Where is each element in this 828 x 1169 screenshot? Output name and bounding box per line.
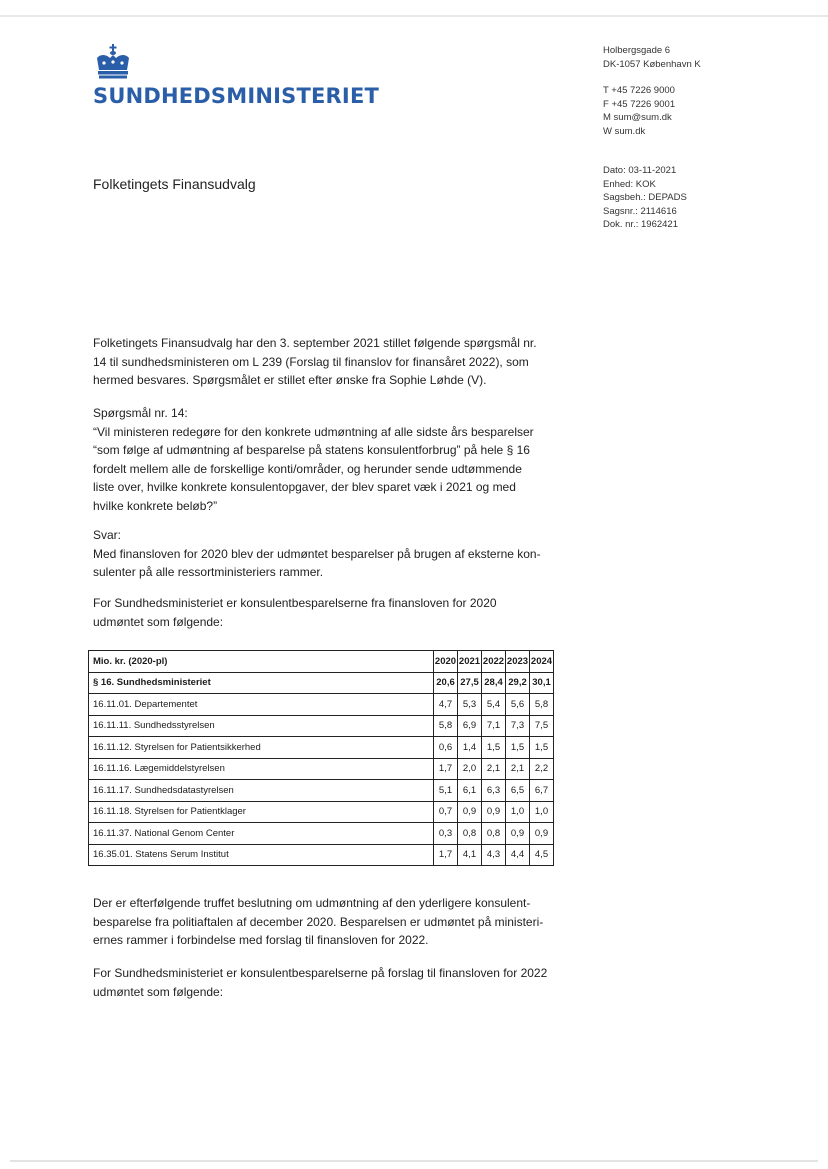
cell-value: 1,0 [506, 801, 530, 823]
cell-value: 20,6 [434, 672, 458, 694]
cell-value: 6,7 [530, 780, 554, 802]
text-line: “som følge af udmøntning af besparelse på statens konsulentforbrug” på hele § 16 [93, 443, 530, 457]
address-line: Holbergsgade 6 [603, 45, 671, 56]
text-line: udmøntet som følgende: [93, 614, 224, 629]
cell-value: 1,5 [530, 737, 554, 759]
text-line: fordelt mellem alle de forskellige konti/områder, og herunder sende udtømmende [93, 461, 522, 476]
meta-unit: Enhed: KOK [603, 178, 656, 190]
crown-icon [94, 44, 132, 80]
cell-value: 6,9 [458, 715, 482, 737]
cell-value: 1,7 [434, 758, 458, 780]
table-row [89, 758, 554, 780]
table-header-row [89, 651, 554, 673]
table-row [89, 823, 554, 845]
table-row [89, 844, 554, 866]
header-cell: 2023 [506, 651, 530, 673]
cell-value: 2,2 [530, 758, 554, 780]
followup-paragraph [93, 894, 563, 950]
row-label: 16.35.01. Statens Serum Institut [89, 844, 434, 866]
cell-value: 0,3 [434, 823, 458, 845]
cell-value: 5,6 [506, 694, 530, 716]
cell-value: 4,1 [458, 844, 482, 866]
recipient: Folketingets Finansudvalg [93, 176, 256, 192]
text-line: For Sundhedsministeriet er konsulentbesparelserne fra finansloven for 2020 [93, 596, 497, 610]
ministry-logo-text: SUNDHEDSMINISTERIET [93, 84, 380, 108]
cell-value: 1,0 [530, 801, 554, 823]
cell-value: 30,1 [530, 672, 554, 694]
cell-value: 7,3 [506, 715, 530, 737]
table-row [89, 694, 554, 716]
cell-value: 0,8 [482, 823, 506, 845]
row-label: 16.11.11. Sundhedsstyrelsen [89, 715, 434, 737]
cell-value: 1,5 [506, 737, 530, 759]
savings-table [88, 650, 554, 866]
address-line: DK-1057 København K [603, 58, 701, 70]
row-label: § 16. Sundhedsministeriet [89, 672, 434, 694]
row-label: 16.11.16. Lægemiddelstyrelsen [89, 758, 434, 780]
text-line: Svar: [93, 528, 122, 542]
text-line: “Vil ministeren redegøre for den konkrete udmøntning af alle sidste års besparelser [93, 424, 534, 439]
cell-value: 0,6 [434, 737, 458, 759]
cell-value: 0,9 [458, 801, 482, 823]
question-paragraph [93, 404, 563, 515]
meta-date: Dato: 03-11-2021 [603, 165, 677, 176]
header-cell: 2020 [434, 651, 458, 673]
header-cell: 2021 [458, 651, 482, 673]
cell-value: 4,3 [482, 844, 506, 866]
text-line: hermed besvares. Spørgsmålet er stillet efter ønske fra Sophie Løhde (V). [93, 373, 487, 387]
contact-block [603, 84, 675, 138]
cell-value: 28,4 [482, 672, 506, 694]
cell-value: 1,4 [458, 737, 482, 759]
cell-value: 6,3 [482, 780, 506, 802]
cell-value: 0,9 [482, 801, 506, 823]
row-label: 16.11.17. Sundhedsdatastyrelsen [89, 780, 434, 802]
table-intro-paragraph [93, 594, 563, 631]
cell-value: 6,1 [458, 780, 482, 802]
table-row [89, 737, 554, 759]
cell-value: 0,8 [458, 823, 482, 845]
text-line: Med finansloven for 2020 blev der udmøntet besparelser på brugen af eksterne kon- [93, 546, 541, 561]
header-cell: 2024 [530, 651, 554, 673]
text-line: liste over, hvilke konkrete konsulentopgaver, der blev sparet væk i 2021 og med [93, 480, 516, 494]
row-label: 16.11.18. Styrelsen for Patientklager [89, 801, 434, 823]
text-line: besparelse fra politiaftalen af december 2020. Besparelsen er udmøntet på ministeri- [93, 914, 544, 929]
cell-value: 1,7 [434, 844, 458, 866]
document-meta [603, 164, 687, 232]
email: M sum@sum.dk [603, 112, 672, 123]
meta-handler: Sagsbeh.: DEPADS [603, 192, 687, 203]
cell-value: 2,1 [506, 758, 530, 780]
cell-value: 6,5 [506, 780, 530, 802]
cell-value: 0,9 [506, 823, 530, 845]
second-table-intro-paragraph [93, 964, 563, 1001]
scan-top-edge [0, 15, 828, 17]
cell-value: 2,1 [482, 758, 506, 780]
cell-value: 1,5 [482, 737, 506, 759]
cell-value: 5,4 [482, 694, 506, 716]
cell-value: 4,7 [434, 694, 458, 716]
row-label: 16.11.37. National Genom Center [89, 823, 434, 845]
cell-value: 0,9 [530, 823, 554, 845]
intro-paragraph [93, 334, 563, 390]
answer-paragraph [93, 526, 563, 582]
text-line: For Sundhedsministeriet er konsulentbesparelserne på forslag til finansloven for 2022 [93, 966, 548, 980]
text-line: 14 til sundhedsministeren om L 239 (Forslag til finanslov for finansåret 2022), som [93, 354, 529, 369]
text-line: udmøntet som følgende: [93, 984, 224, 999]
table-row [89, 672, 554, 694]
text-line: ernes rammer i forbindelse med forslag til finansloven for 2022. [93, 933, 429, 947]
cell-value: 27,5 [458, 672, 482, 694]
cell-value: 4,4 [506, 844, 530, 866]
fax: F +45 7226 9001 [603, 98, 676, 110]
cell-value: 7,1 [482, 715, 506, 737]
cell-value: 29,2 [506, 672, 530, 694]
text-line: Folketingets Finansudvalg har den 3. september 2021 stillet følgende spørgsmål nr. [93, 336, 537, 350]
text-line: Spørgsmål nr. 14: [93, 406, 188, 420]
address-block [603, 44, 701, 71]
cell-value: 2,0 [458, 758, 482, 780]
table-row [89, 801, 554, 823]
text-line: sulenter på alle ressortministeriers rammer. [93, 565, 324, 579]
cell-value: 5,8 [434, 715, 458, 737]
text-line: hvilke konkrete beløb?” [93, 498, 218, 513]
cell-value: 5,8 [530, 694, 554, 716]
header-cell: 2022 [482, 651, 506, 673]
cell-value: 7,5 [530, 715, 554, 737]
phone: T +45 7226 9000 [603, 85, 675, 96]
cell-value: 0,7 [434, 801, 458, 823]
meta-doc-no: Dok. nr.: 1962421 [603, 219, 678, 230]
text-line: Der er efterfølgende truffet beslutning om udmøntning af den yderligere konsulent- [93, 896, 531, 910]
row-label: 16.11.01. Departementet [89, 694, 434, 716]
table-row [89, 715, 554, 737]
cell-value: 5,3 [458, 694, 482, 716]
row-label: 16.11.12. Styrelsen for Patientsikkerhed [89, 737, 434, 759]
header-cell: Mio. kr. (2020-pl) [89, 651, 434, 673]
meta-case-no: Sagsnr.: 2114616 [603, 205, 677, 217]
website: W sum.dk [603, 125, 646, 137]
scan-bottom-edge [10, 1160, 818, 1162]
cell-value: 4,5 [530, 844, 554, 866]
table-row [89, 780, 554, 802]
cell-value: 5,1 [434, 780, 458, 802]
